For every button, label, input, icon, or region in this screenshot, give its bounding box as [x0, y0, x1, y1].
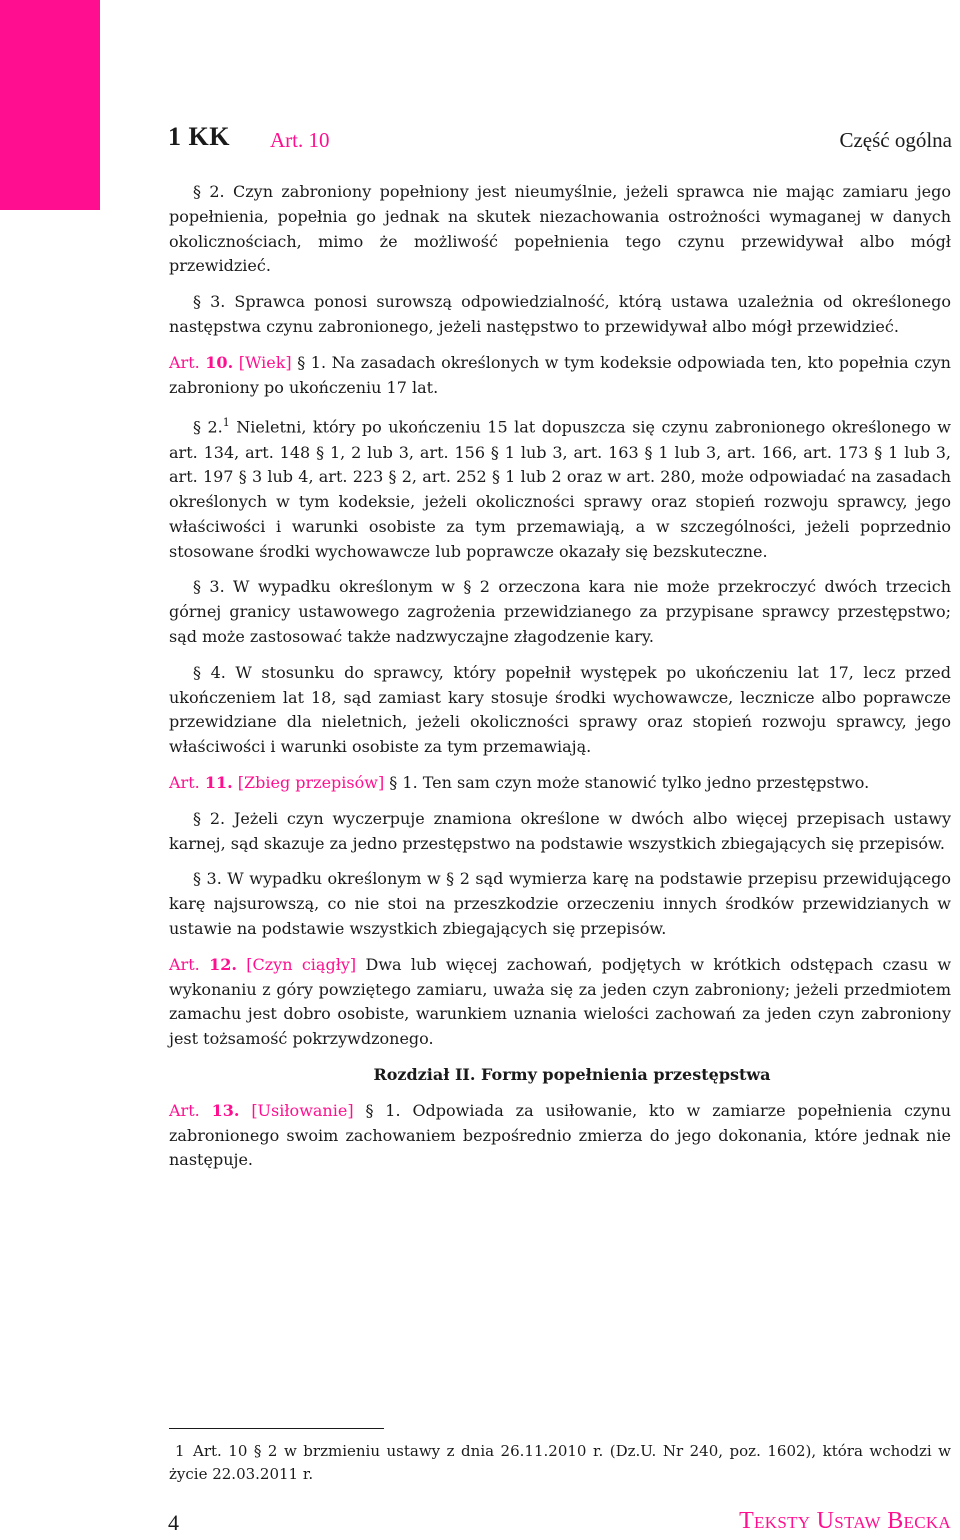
article-label: Art.: [169, 773, 200, 793]
article-label: Art.: [169, 954, 200, 974]
article-number: 10.: [205, 352, 234, 372]
article-label: Art.: [169, 352, 200, 372]
art9-par3: § 3. Sprawca ponosi surowszą odpowiedzialność, którą ustawa uzależnia od określonego następstwa czynu zabronionego, jeżeli następstwo to przewidywał albo mógł przewidzieć.: [169, 292, 951, 336]
article-title: [Wiek]: [238, 352, 292, 372]
art12: [169, 953, 951, 1052]
paragraph-text: § 1. Na zasadach określonych w tym kodeksie odpowiada ten, kto popełnia czyn zabroniony po ukończeniu 17 lat.: [169, 352, 951, 397]
section-tab-marker: [0, 0, 100, 210]
chapter-heading: Rozdział II. Formy popełnienia przestępstwa: [373, 1065, 771, 1085]
art11-par3: § 3. W wypadku określonym w § 2 sąd wymierza karę na podstawie przepisu przewidującego karę najsurowszą, co nie stoi na przeszkodzie orzeczeniu innych środków przewidzianych w ustawie na podstawie wszystkich zbiegających się przepisów.: [169, 869, 951, 939]
paragraph-text: § 1. Odpowiada za usiłowanie, kto w zamiarze popełnienia czynu zabronionego swoim zachowaniem bezpośrednio zmierza do jego dokonania, które jednak nie następuje.: [169, 1100, 951, 1170]
art10-par3: § 3. W wypadku określonym w § 2 orzeczona kara nie może przekroczyć dwóch trzecich górnej granicy ustawowego zagrożenia przewidzianego za przypisane sprawcy przestępstwo; sąd może zastosować także nadzwyczajne złagodzenie kary.: [169, 577, 951, 647]
paragraph-number: § 2.: [193, 417, 223, 437]
paragraph-text: Dwa lub więcej zachowań, podjętych w krótkich odstępach czasu w wykonaniu z góry powziętego zamiaru, uważa się za jeden czyn zabroniony; jeżeli przedmiotem zamachu jest dobro osobiste, warunkiem uznania wielości zachowań za jeden czyn zabroniony jest tożsamość pokrzywdzonego.: [169, 954, 952, 1049]
article-title: [Usiłowanie]: [251, 1100, 354, 1120]
page-number: 4: [168, 1510, 179, 1535]
footnote-reference[interactable]: 1: [222, 416, 230, 430]
paragraph-text: Nieletni, który po ukończeniu 15 lat dopuszcza się czynu zabronionego określonego w art. 134, art. 148 § 1, 2 lub 3, art. 156 § 1 lub 3, art. 163 § 1 lub 3, art. 166, art. 173 § 1 lub 3, art. 197 § 3 lub 4, art. 223 § 2, art. 252 § 1 lub 2 oraz w art. 280, może odpowiadać na zasadach określonych w tym kodeksie, jeżeli okoliczności sprawy oraz stopień rozwoju sprawcy, jego właściwości i warunki osobiste za tym przemawiają, a w szczególności, jeżeli poprzednio stosowane środki wychowawcze lub poprawcze okazały się bezskuteczne.: [169, 417, 952, 561]
article-number: 13.: [211, 1100, 240, 1120]
article-label: Art.: [169, 1100, 200, 1120]
art13-par1: [169, 1099, 951, 1173]
footnote-divider: [169, 1428, 384, 1429]
header-article: Art. 10: [270, 128, 330, 152]
footnote-mark: 1: [175, 1442, 185, 1460]
art10-par2: [169, 411, 951, 564]
art10-par4: § 4. W stosunku do sprawcy, który popełnił występek po ukończeniu lat 17, lecz przed ukończeniem lat 18, sąd zamiast kary stosuje środki wychowawcze, lecznicze albo poprawcze przewidziane dla nieletnich, jeżeli okoliczności sprawy oraz stopień rozwoju sprawcy, jego właściwości i warunki osobiste za tym przemawiają.: [169, 662, 951, 757]
footnote: [169, 1440, 951, 1486]
art10-par1: [169, 351, 951, 401]
paragraph-text: § 1. Ten sam czyn może stanowić tylko jedno przestępstwo.: [389, 773, 870, 793]
article-number: 11.: [204, 773, 233, 793]
footnote-text: Art. 10 § 2 w brzmieniu ustawy z dnia 26.11.2010 r. (Dz.U. Nr 240, poz. 1602), która wchodzi w życie 22.03.2011 r.: [169, 1442, 951, 1483]
article-title: [Czyn ciągły]: [246, 954, 357, 974]
publisher-brand: Teksty Ustaw Becka: [739, 1508, 951, 1534]
header-part-title: Część ogólna: [839, 128, 952, 152]
article-title: [Zbieg przepisów]: [237, 773, 385, 793]
document-body: [169, 180, 951, 1184]
page-header: [168, 122, 952, 156]
article-number: 12.: [209, 954, 237, 974]
code-abbreviation: 1 KK: [168, 122, 230, 151]
art9-par2: § 2. Czyn zabroniony popełniony jest nieumyślnie, jeżeli sprawca nie mając zamiaru jego popełnienia, popełnia go jednak na skutek niezachowania ostrożności wymaganej w danych okolicznościach, mimo że możliwość popełnienia tego czynu przewidywał albo mógł przewidzieć.: [169, 182, 951, 276]
art11-par2: § 2. Jeżeli czyn wyczerpuje znamiona określone w dwóch albo więcej przepisach ustawy karnej, sąd skazuje za jedno przestępstwo na podstawie wszystkich zbiegających się przepisów.: [169, 808, 951, 853]
art11-par1: [169, 771, 951, 796]
